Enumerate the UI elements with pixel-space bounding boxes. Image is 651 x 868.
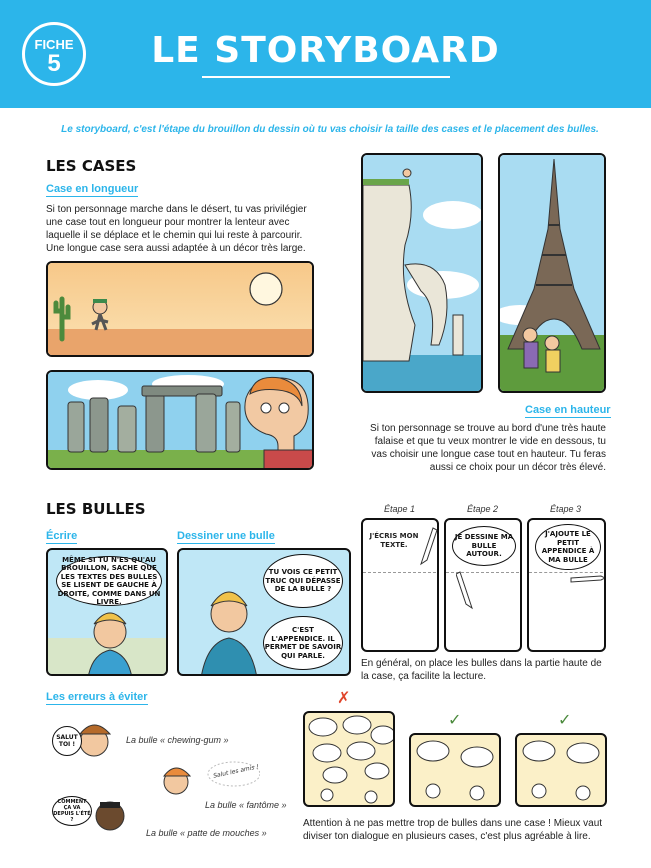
panel-desert — [46, 261, 314, 357]
panel-cliff — [361, 153, 483, 393]
subtitle-dessiner-bulle: Dessiner une bulle — [177, 530, 275, 542]
wrong-mark-icon: ✗ — [337, 688, 351, 707]
subtitle-case-hauteur: Case en hauteur — [525, 404, 611, 416]
fiche-badge-number: 5 — [47, 50, 61, 77]
panel-dessiner — [177, 548, 351, 676]
caption-chewing-gum: La bulle « chewing-gum » — [126, 735, 229, 745]
etape-3-panel — [527, 518, 606, 652]
intro-text: Le storyboard, c'est l'étape du brouillon du dessin où tu vas choisir la taille des cases et le placement des bulles. — [61, 124, 599, 135]
etape-2-label: Étape 2 — [467, 504, 499, 514]
patte-de-mouches-illustration — [52, 792, 132, 838]
panel-too-many-bubbles — [303, 711, 395, 807]
etape-2-panel — [444, 518, 522, 652]
panel-split-2 — [515, 733, 607, 807]
etape-1-guide — [363, 572, 439, 573]
text-case-hauteur: Si ton personnage se trouve au bord d'une très haute falaise et que tu veux montrer le vide en dessous, tu vas choisir une longue case tout en hauteur. Tu feras aussi ce choix pour un décor très élevé. — [370, 423, 606, 473]
subtitle-ecrire: Écrire — [46, 530, 78, 542]
section-heading-bulles: LES BULLES — [46, 500, 146, 518]
subtitle-erreurs: Les erreurs à éviter — [46, 691, 148, 703]
title-underline — [202, 76, 450, 78]
page-title: LE STORYBOARD — [151, 30, 500, 71]
text-case-longueur: Si ton personnage marche dans le désert, tu vas privilégier une case tout en longueur pour montrer la lenteur avec laquelle il se déplace et le chemin qui lui reste à parcourir. Une longue case sera aussi adaptée à un décor très large. — [46, 204, 307, 254]
section-heading-cases: LES CASES — [46, 157, 137, 175]
etape-2-bubble: JE DESSINE MA BULLE AUTOUR. — [452, 526, 516, 566]
bubble-patte-de-mouches: COMMENT ÇA VA DEPUIS L'ÉTÉ ? — [52, 796, 92, 826]
bubble-chewing-gum: SALUT TOI ! — [52, 726, 82, 756]
subtitle-case-longueur: Case en longueur — [46, 183, 139, 195]
check-mark-icon-2: ✓ — [558, 710, 572, 729]
panel-stonehenge — [46, 370, 314, 470]
text-etapes: En général, on place les bulles dans la partie haute de la case, ça facilite la lecture. — [361, 658, 602, 682]
bubble-ecrire: MÊME SI TU N'ES QU'AU BROUILLON, SACHE QUE LES TEXTES DES BULLES SE LISENT DE GAUCHE À DROITE, COMME DANS UN LIVRE. — [57, 555, 161, 606]
caption-patte-de-mouches: La bulle « patte de mouches » — [146, 828, 267, 838]
panel-ecrire — [46, 548, 168, 676]
caption-fantome: La bulle « fantôme » — [205, 800, 287, 810]
etape-1-text: J'ÉCRIS MON TEXTE. — [369, 532, 419, 549]
check-mark-icon-1: ✓ — [448, 710, 462, 729]
bubble-dessiner-2: C'EST L'APPENDICE. IL PERMET DE SAVOIR QUI PARLE. — [263, 616, 343, 670]
fantome-illustration — [150, 758, 260, 798]
panel-split-1 — [409, 733, 501, 807]
fiche-badge-label: FICHE — [34, 37, 74, 52]
bubble-fantome: Salut les amis ! — [212, 763, 260, 780]
etape-3-label: Étape 3 — [550, 504, 582, 514]
panel-eiffel — [498, 153, 606, 393]
etape-1-panel — [361, 518, 439, 652]
bubble-dessiner-1: TU VOIS CE PETIT TRUC QUI DÉPASSE DE LA BULLE ? — [263, 554, 343, 608]
etape-1-label: Étape 1 — [384, 504, 416, 514]
text-erreurs: Attention à ne pas mettre trop de bulles dans une case ! Mieux vaut diviser ton dialogue en plusieurs cases, c'est plus agréable à lire. — [303, 818, 603, 842]
chewing-gum-illustration — [52, 718, 112, 770]
etape-3-bubble: J'AJOUTE LE PETIT APPENDICE À MA BULLE — [535, 524, 601, 570]
